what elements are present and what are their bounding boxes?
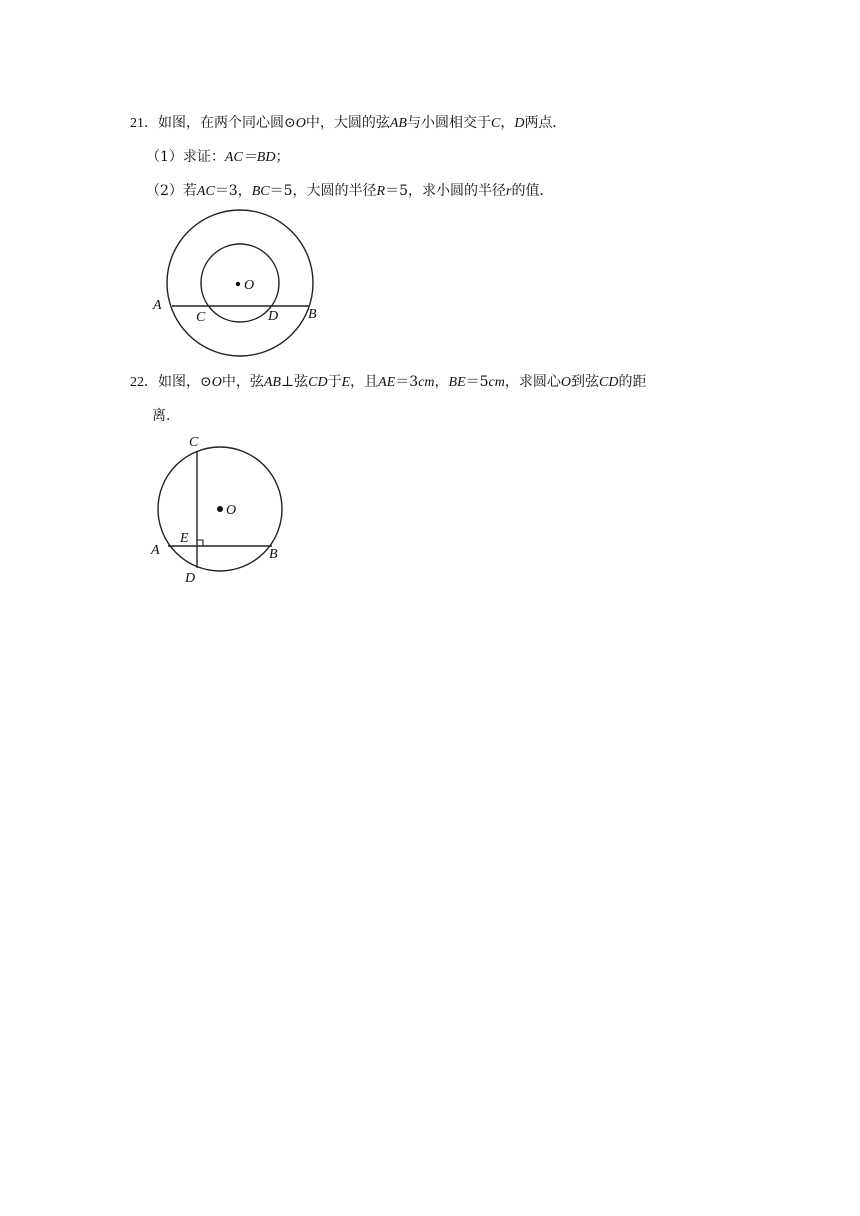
q21-text-3: 与小圆相交于 — [406, 115, 491, 131]
q21-part2-var-AC: AC — [196, 184, 215, 199]
q22-var-E: E — [341, 375, 351, 390]
q21-part2-var-r: r — [506, 184, 512, 199]
q21-text-4: 两点． — [524, 115, 567, 131]
q22-value-1: ＝3 — [395, 374, 419, 390]
q22-var-CD-2: CD — [599, 375, 619, 390]
q21-part1-end: ； — [275, 149, 290, 165]
q21-number: 21． — [130, 116, 158, 131]
q22-text-7: ，求圆心 — [504, 374, 561, 390]
q22-right-angle-mark — [197, 540, 203, 546]
q21-label-A: A — [153, 298, 162, 313]
q22-var-AE: AE — [378, 375, 396, 390]
q21-part2-var-R: R — [376, 184, 386, 199]
q21-part2-text-1: ＝3， — [214, 183, 252, 199]
q21-text-2: 中，大圆的弦 — [305, 115, 390, 131]
q21-part2-text-2: ＝5，大圆的半径 — [269, 183, 377, 199]
q22-stem-line2: 离． — [152, 408, 180, 424]
q21-label-D: D — [268, 309, 279, 324]
q21-part2 — [146, 182, 553, 201]
q22-label-A: A — [151, 543, 160, 558]
q21-part1 — [146, 148, 289, 167]
q21-label-O: O — [244, 278, 255, 293]
q22-text-1: 如图， — [158, 374, 200, 390]
q22-center-dot — [217, 506, 223, 512]
q22-text-5: ，且 — [350, 374, 379, 390]
q21-comma: ， — [500, 115, 515, 131]
q21-var-O: O — [295, 116, 306, 131]
q22-label-C: C — [189, 435, 199, 450]
q22-text-6: ， — [434, 374, 449, 390]
q22-text-8: 到弦 — [571, 374, 599, 390]
q22-text-4: 于 — [327, 374, 342, 390]
q22-text-3: ⊥弦 — [280, 374, 309, 390]
q21-text-1: 如图，在两个同心圆 — [158, 115, 284, 131]
q22-stem — [130, 373, 646, 392]
q21-center-dot — [236, 282, 240, 286]
q21-label-B: B — [308, 307, 317, 322]
q22-label-D: D — [185, 571, 196, 586]
q21-odot-symbol: ⊙ — [284, 115, 296, 131]
q22-number: 22． — [130, 375, 158, 390]
q21-stem — [130, 114, 566, 133]
q21-var-C: C — [490, 116, 501, 131]
q21-part2-text-4: 的值． — [511, 183, 554, 199]
q22-var-BE: BE — [448, 375, 466, 390]
q22-text-2: 中，弦 — [221, 374, 264, 390]
q22-figure-perpendicular-chords — [145, 430, 295, 590]
q21-var-D: D — [514, 116, 525, 131]
q22-label-E: E — [180, 531, 189, 546]
q22-label-B: B — [269, 547, 278, 562]
q22-text-9: 的距 — [618, 374, 647, 390]
q22-var-O-2: O — [560, 375, 571, 390]
q22-var-O: O — [211, 375, 222, 390]
q22-label-O: O — [226, 503, 237, 518]
q21-var-AB: AB — [389, 116, 407, 131]
q22-var-CD: CD — [308, 375, 328, 390]
q22-value-2: ＝5 — [465, 374, 489, 390]
q21-label-C: C — [196, 310, 206, 325]
q21-part2-prefix: （2）若 — [146, 183, 197, 199]
q21-part1-equation: AC＝BD — [224, 150, 276, 165]
q22-odot-symbol: ⊙ — [200, 374, 212, 390]
q22-var-AB: AB — [263, 375, 281, 390]
q21-large-circle — [167, 210, 313, 356]
q21-figure-concentric-circles — [145, 205, 345, 365]
q21-part2-text-3: ＝5，求小圆的半径 — [385, 183, 507, 199]
q22-unit-cm-1: cm — [418, 375, 435, 390]
q21-part1-prefix: （1）求证： — [146, 149, 225, 165]
q21-part2-var-BC: BC — [251, 184, 270, 199]
q22-unit-cm-2: cm — [488, 375, 505, 390]
